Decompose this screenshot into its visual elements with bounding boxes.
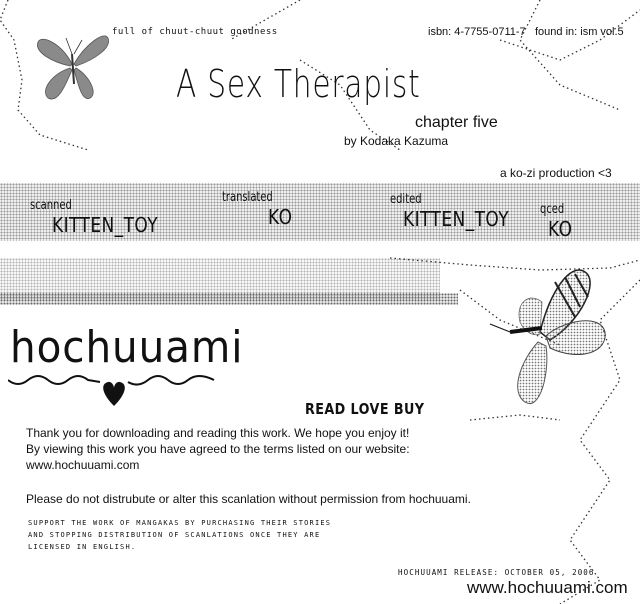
support-line-1: SUPPORT THE WORK OF MANGAKAS BY PURCHASING THEIR STORIES	[28, 519, 332, 527]
credit-role-scanned: scanned	[30, 198, 72, 213]
logo-underline-heart	[8, 374, 218, 408]
heart-icon	[103, 382, 125, 406]
credit-role-edited: edited	[390, 192, 422, 207]
credit-name-qced: KO	[548, 217, 573, 241]
credit-name-edited: KITTEN_TOY	[403, 207, 510, 231]
author: by Kodaka Kazuma	[344, 134, 449, 148]
support-line-2: AND STOPPING DISTRIBUTION OF SCANLATIONS ONCE THEY ARE	[28, 531, 321, 539]
tagline: full of chuut-chuut goodness	[112, 27, 278, 37]
message-line-1: Thank you for downloading and reading this work. We hope you enjoy it!	[26, 426, 410, 440]
hochuuami-logo: hochuuami	[10, 322, 244, 373]
butterfly-icon	[32, 24, 112, 106]
support-note	[28, 517, 331, 553]
butterfly-icon	[480, 262, 630, 432]
credit-name-scanned: KITTEN_TOY	[52, 213, 159, 237]
release-date: HOCHUUAMI RELEASE: OCTOBER 05, 2006	[398, 568, 595, 577]
credit-role-translated: translated	[222, 190, 273, 205]
manga-title: A Sex Therapist	[176, 62, 421, 106]
credit-role-qced: qced	[540, 202, 565, 217]
message-line-2: By viewing this work you have agreed to the terms listed on our website:	[26, 442, 410, 456]
slogan: READ LOVE BUY	[305, 400, 425, 418]
found-in: found in: ism vol.5	[535, 26, 624, 38]
message-line-4: Please do not distrubute or alter this scanlation without permission from hochuuami.	[26, 492, 471, 506]
credit-name-translated: KO	[268, 205, 293, 229]
support-line-3: LICENSED IN ENGLISH.	[28, 543, 137, 551]
production-credit: a ko-zi production <3	[500, 166, 612, 180]
isbn: isbn: 4-7755-0711-7	[428, 26, 526, 38]
chapter-label: chapter five	[415, 114, 498, 131]
footer-website-link[interactable]: www.hochuuami.com	[467, 578, 628, 597]
website-link[interactable]: www.hochuuami.com	[26, 458, 140, 472]
